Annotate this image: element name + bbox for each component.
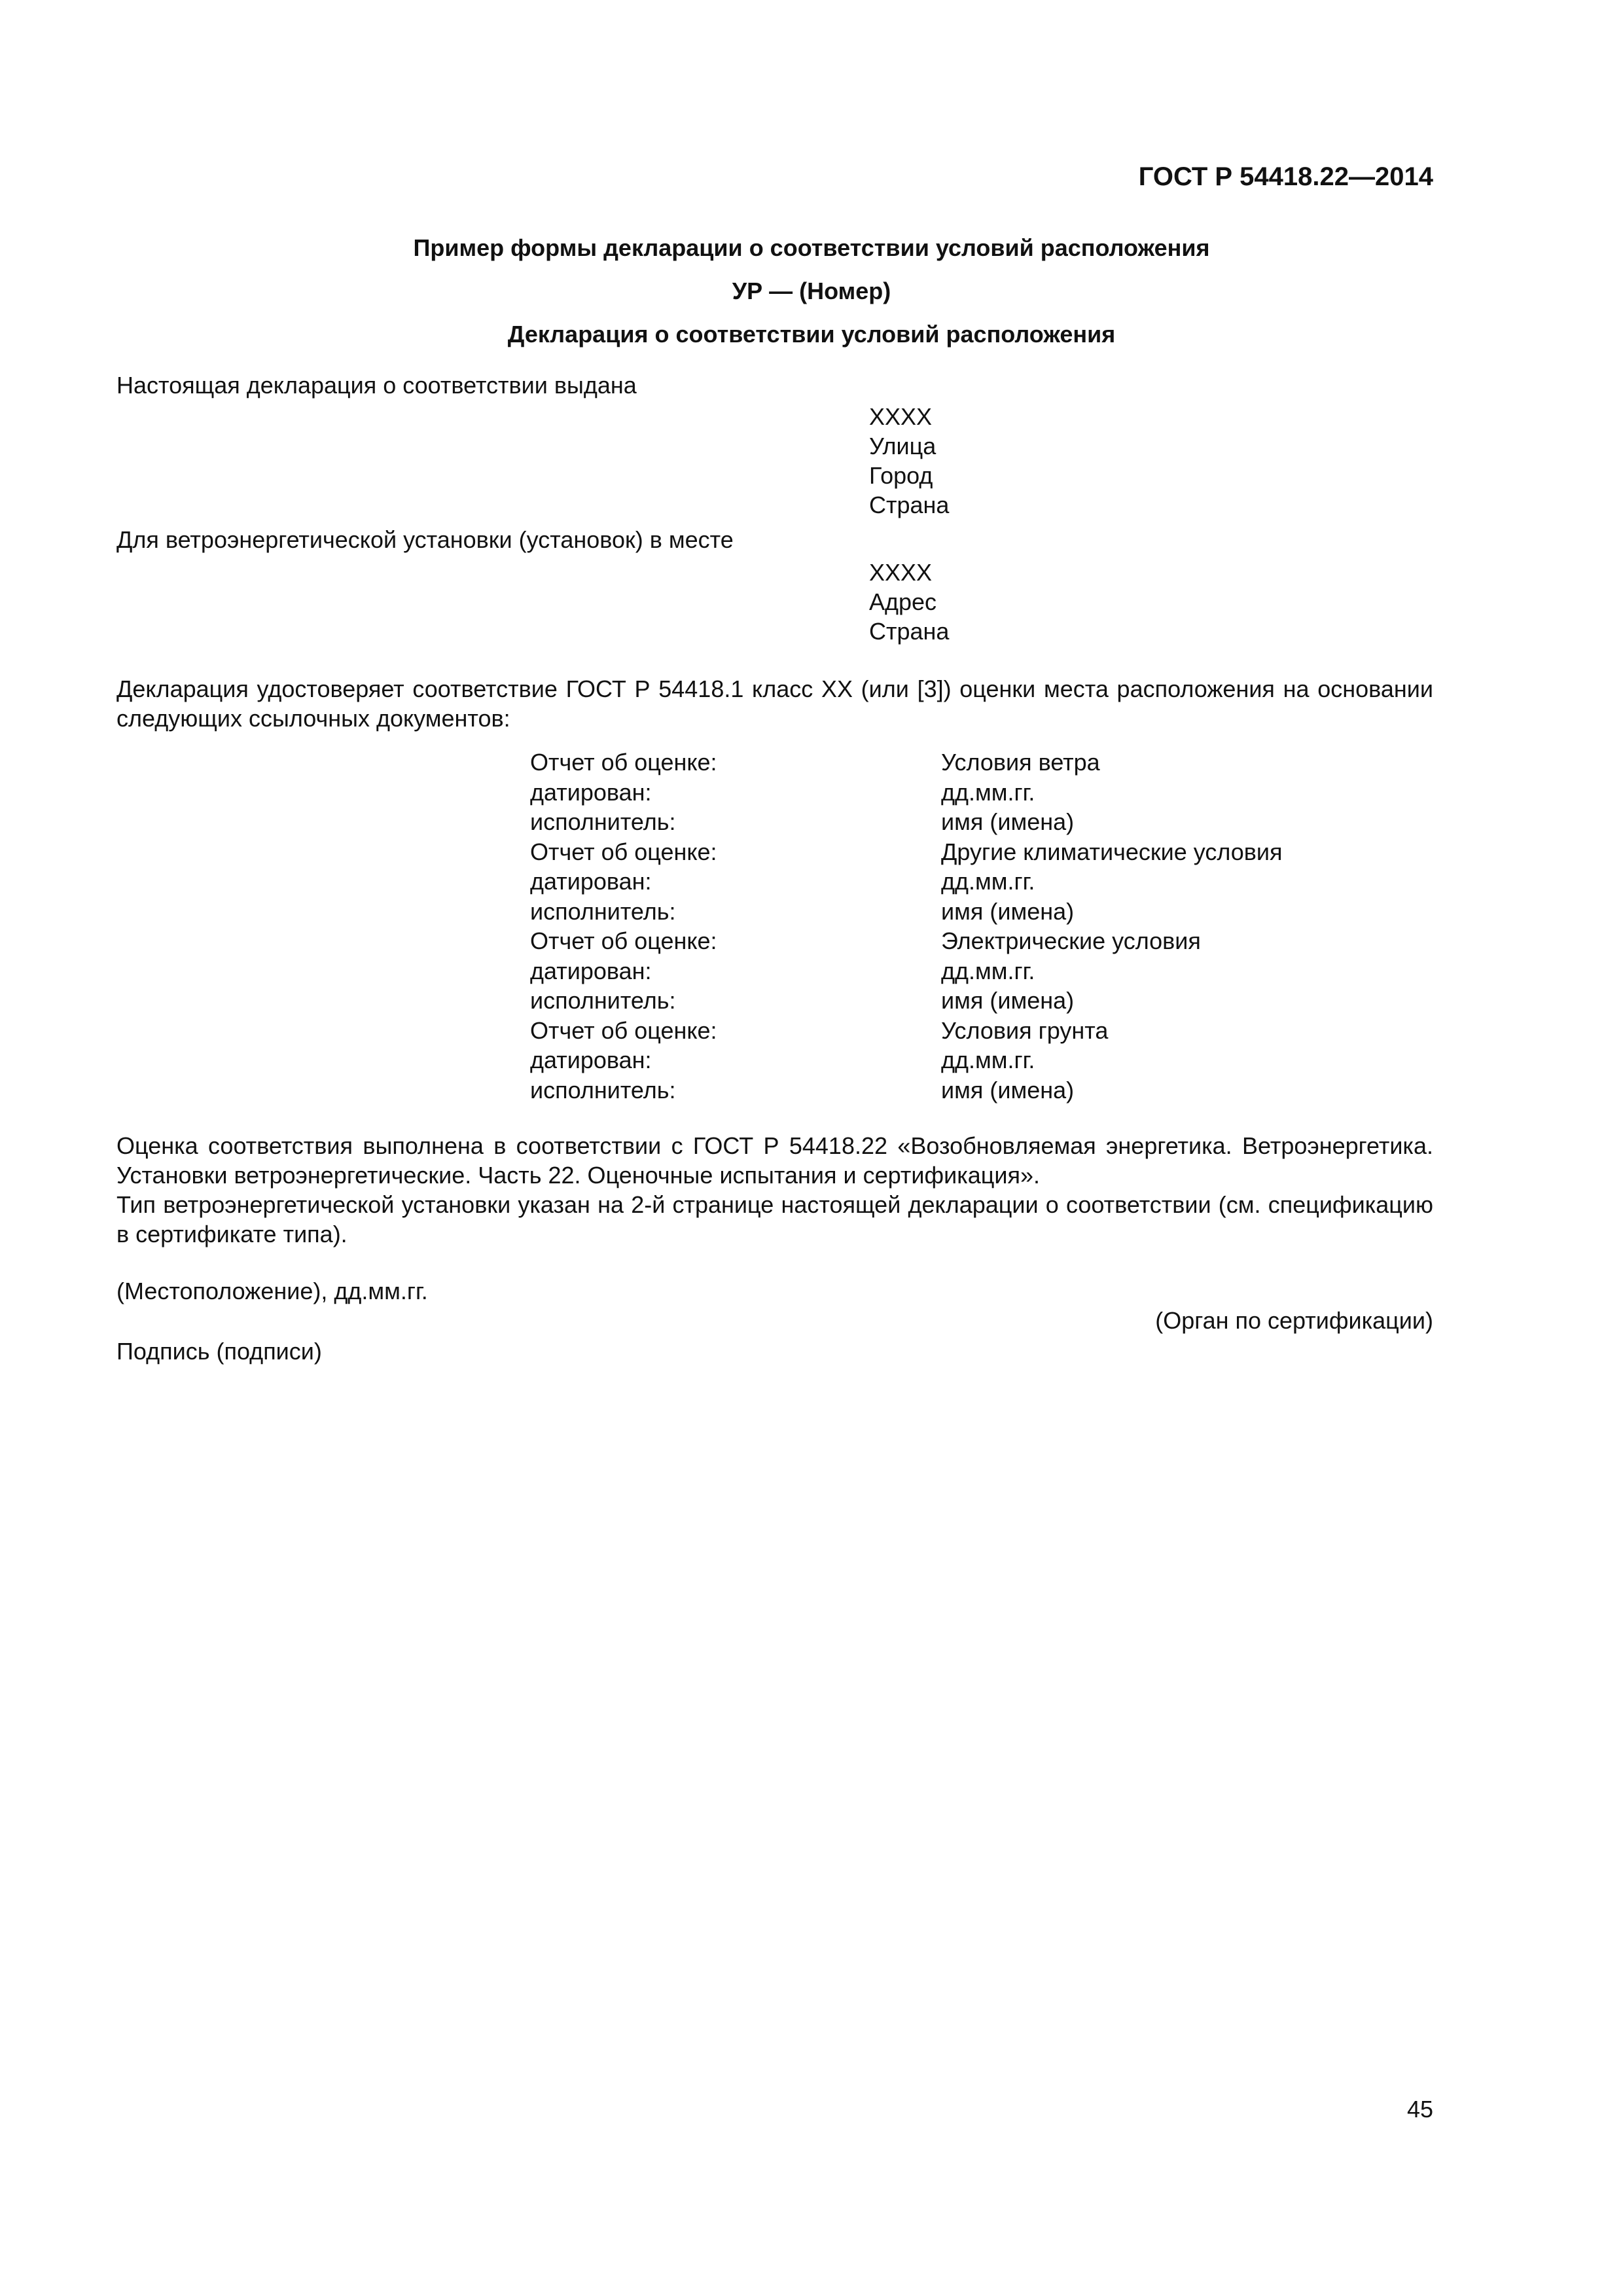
report-value: Условия ветра	[941, 749, 1100, 776]
report-value: имя (имена)	[941, 897, 1075, 925]
issued-to-line: Страна	[869, 492, 950, 518]
site-label: Для ветроэнергетической установки (установок) в месте	[116, 526, 734, 553]
report-value: дд.мм.гг.	[941, 1047, 1035, 1073]
signature: Подпись (подписи)	[116, 1338, 322, 1365]
table-row	[530, 1016, 1381, 1046]
table-row	[530, 986, 1381, 1016]
certification-body: (Орган по сертификации)	[1155, 1307, 1433, 1334]
report-key: Отчет об оценке:	[530, 749, 717, 776]
table-row	[530, 807, 1381, 837]
certifies-paragraph: Декларация удостоверяет соответствие ГОСТ Р 54418.1 класс XX (или [3]) оценки места расположения на основании следующих ссылочных документов:	[116, 675, 1433, 732]
table-row	[530, 897, 1381, 927]
page-number: 45	[1406, 2096, 1433, 2123]
issued-to-line: Город	[869, 462, 933, 489]
table-row	[530, 837, 1381, 867]
report-value: имя (имена)	[941, 1076, 1075, 1103]
report-value: имя (имена)	[941, 987, 1075, 1014]
report-key: датирован:	[530, 957, 652, 984]
report-key: Отчет об оценке:	[530, 927, 717, 954]
issued-to-label: Настоящая декларация о соответствии выдана	[116, 372, 637, 399]
location-date: (Местоположение), дд.мм.гг.	[116, 1278, 428, 1304]
standard-id: ГОСТ Р 54418.22—2014	[1138, 162, 1433, 191]
table-row	[530, 778, 1381, 808]
issued-to-line: Улица	[869, 433, 936, 459]
site-line: XXXX	[869, 559, 933, 586]
issued-to-line: XXXX	[869, 403, 933, 430]
report-key: исполнитель:	[530, 987, 676, 1014]
declaration-number: УР — (Номер)	[732, 278, 891, 304]
report-key: датирован:	[530, 778, 652, 806]
site-line: Страна	[869, 618, 950, 645]
report-key: исполнитель:	[530, 897, 676, 925]
report-value: Электрические условия	[941, 927, 1201, 954]
report-key: датирован:	[530, 868, 652, 895]
reports-table	[530, 747, 1381, 1105]
table-row	[530, 956, 1381, 986]
report-value: имя (имена)	[941, 808, 1075, 835]
table-row	[530, 926, 1381, 956]
report-value: дд.мм.гг.	[941, 778, 1035, 806]
example-title: Пример формы декларации о соответствии условий расположения	[413, 234, 1210, 261]
table-row	[530, 1075, 1381, 1105]
report-key: Отчет об оценке:	[530, 838, 717, 865]
assessment-paragraph: Оценка соответствия выполнена в соответствии с ГОСТ Р 54418.22 «Возобновляемая энергетика. Ветроэнергетика. Установки ветроэнергетические. Часть 22. Оценочные испытания и сертификация».	[116, 1132, 1433, 1189]
report-key: исполнитель:	[530, 808, 676, 835]
report-value: Условия грунта	[941, 1016, 1109, 1044]
declaration-title: Декларация о соответствии условий расположения	[507, 321, 1116, 348]
report-key: датирован:	[530, 1047, 652, 1073]
report-key: Отчет об оценке:	[530, 1016, 717, 1044]
table-row	[530, 1045, 1381, 1075]
site-line: Адрес	[869, 588, 937, 615]
report-value: Другие климатические условия	[941, 838, 1283, 865]
turbine-type-paragraph: Тип ветроэнергетической установки указан на 2-й странице настоящей декларации о соответствии (см. спецификацию в сертификате типа).	[116, 1191, 1433, 1247]
report-value: дд.мм.гг.	[941, 957, 1035, 984]
table-row	[530, 747, 1381, 778]
report-key: исполнитель:	[530, 1076, 676, 1103]
report-value: дд.мм.гг.	[941, 868, 1035, 895]
table-row	[530, 867, 1381, 897]
